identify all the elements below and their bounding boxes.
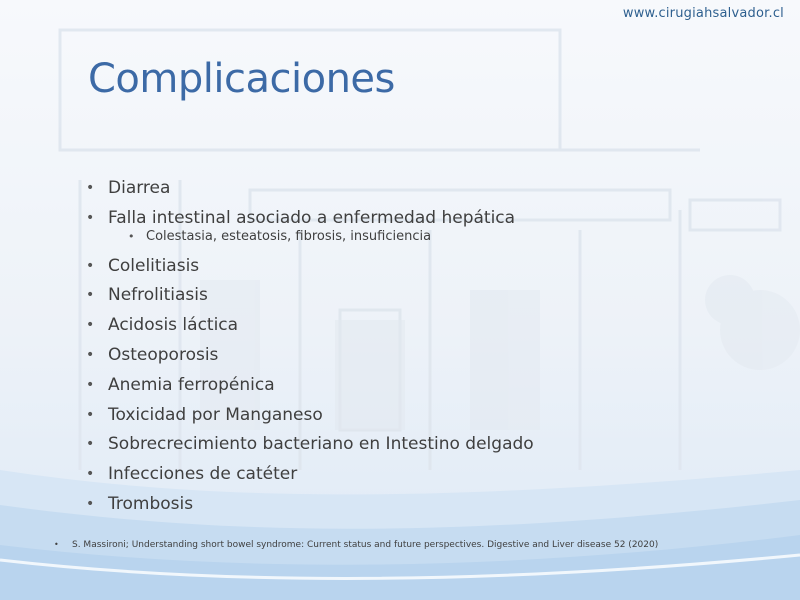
bullet-list — [86, 174, 534, 520]
sub-bullet-item-colestasia: • Colestasia, esteatosis, fibrosis, insuficiencia — [86, 228, 534, 246]
reference-bullet-icon: • — [54, 540, 59, 549]
bullet-item-diarrea: • Diarrea — [86, 174, 534, 204]
bullet-item-colelitiasis: • Colelitiasis — [86, 252, 534, 282]
bullet-item-trombosis: • Trombosis — [86, 490, 534, 520]
slide-title: Complicaciones — [88, 56, 395, 102]
bullet-item-falla-intestinal: • Falla intestinal asociado a enfermedad hepática — [86, 204, 534, 234]
bullet-item-nefrolitiasis: • Nefrolitiasis — [86, 281, 534, 311]
bullet-item-acidosis: • Acidosis láctica — [86, 311, 534, 341]
bullet-item-infecciones: • Infecciones de catéter — [86, 460, 534, 490]
website-url: www.cirugiahsalvador.cl — [622, 6, 784, 21]
reference-citation — [54, 540, 658, 550]
bullet-item-toxicidad: • Toxicidad por Manganeso — [86, 401, 534, 431]
bullet-item-osteoporosis: • Osteoporosis — [86, 341, 534, 371]
bullet-item-anemia: • Anemia ferropénica — [86, 371, 534, 401]
bullet-item-sobrecrecimiento: • Sobrecrecimiento bacteriano en Intestino delgado — [86, 430, 534, 460]
reference-text: S. Massironi; Understanding short bowel syndrome: Current status and future perspectives. Digestive and Liver disease 52 (2020) — [72, 540, 659, 550]
